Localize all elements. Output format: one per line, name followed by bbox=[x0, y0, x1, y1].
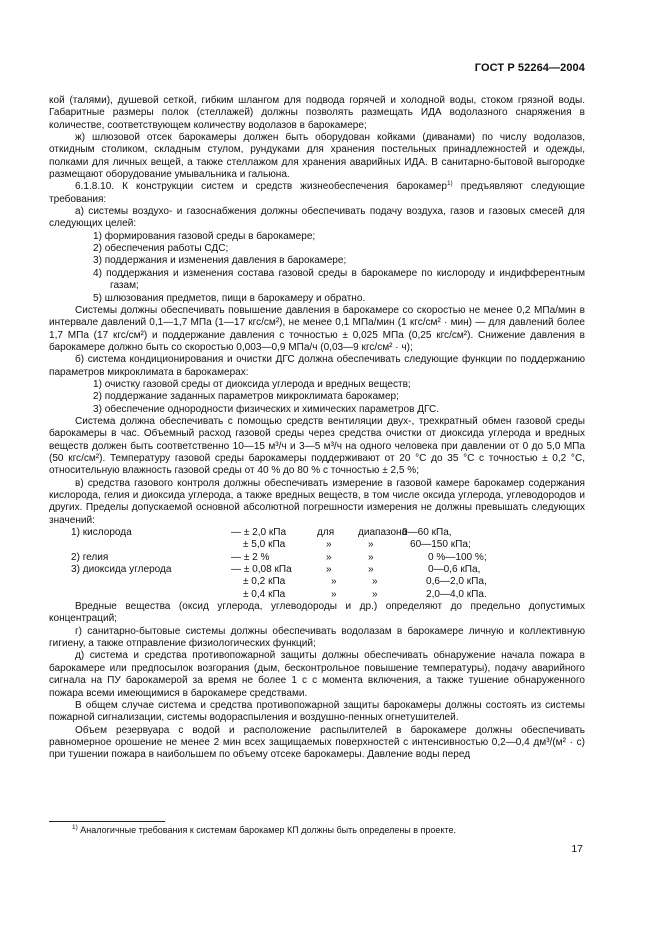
list-item: 5) шлюзования предметов, пищи в барокамеру и обратно. bbox=[93, 292, 366, 304]
paragraph: кой (талями), душевой сеткой, гибким шлангом для подвода горячей и холодной воды, стоком грязной воды. Габаритные размеры полок (стеллажей) должны позволять размещать ИДА водолазного снаряжения в количестве, соответствующем количеству водолазов в барокамере; bbox=[49, 95, 585, 131]
paragraph: Системы должны обеспечивать повышение давления в барокамере со скоростью не менее 0,2 МПа/мин в интервале давлений 0,1—1,7 МПа (1—17 кгс/см²), не менее 0,1 МПа/мин (1 кгс/см² · мин) — для давлений более 1,7 МПа (17 кгс/см²) и поддержание давления с точностью ± 0,025 МПа (0,25 кгс/см²). Снижение давления в барокамере должно быть со скоростью 0,003—0,9 МПа/ч (0,03—9 кгс/см² · ч); bbox=[49, 304, 585, 353]
paragraph: В общем случае система и средства противопожарной защиты барокамеры должны состоять из системы пожарной сигнализации, системы водораспыления и воздушно-пенных огнетушителей. bbox=[49, 699, 585, 724]
footnote-text: Аналогичные требования к системам барокамер КП должны быть определены в проекте. bbox=[80, 825, 457, 835]
paragraph: 6.1.8.10. К конструкции систем и средств жизнеобеспечения барокамер$^{1)}$ предъявляют следующие требования: bbox=[49, 180, 585, 205]
list-item: 2) обеспечения работы СДС; bbox=[93, 243, 229, 255]
footnote bbox=[72, 825, 456, 836]
paragraph: ж) шлюзовой отсек барокамеры должен быть оборудован койками (диванами) по числу водолазов, откидным столиком, складным стулом, рундуками для хранения постельных принадлежностей и одежды, полками для личных вещей, а также стеллажом для хранения аварийных ИДА. В санитарно-бытовой выгородке размещают оборудование умывальника и гальюна. bbox=[49, 132, 585, 181]
paragraph: Система должна обеспечивать с помощью средств вентиляции двух-, трехкратный обмен газовой среды барокамеры в час. Объемный расход газовой среды через средства очистки от диоксида углерода и вредных веществ должен быть соответственно 10—15 м³/ч и 3—5 м³/ч на одного человека при давлении от 0 до 5,0 МПа (50 кгс/см²). Температуру газовой среды барокамеры поддерживают от 20 °С до 35 °С с точностью ± 0,2 °С, относительную влажность газовой среды от 40 % до 80 % с точностью ± 2,5 %; bbox=[49, 415, 585, 477]
paragraph: Объем резервуара с водой и расположение распылителей в барокамере должны обеспечивать равномерное орошение не менее 2 мин всех защищаемых поверхностей с интенсивностью 0,2—0,4 дм³/(м² · с) при тушении пожара в наибольшем по объему отсеке барокамеры. Давление воды перед bbox=[49, 724, 585, 761]
list-item: 1) очистку газовой среды от диоксида углерода и вредных веществ; bbox=[93, 378, 411, 390]
page-body bbox=[49, 95, 585, 762]
footnote-reference: 1) bbox=[446, 180, 453, 188]
paragraph: а) системы воздухо- и газоснабжения должны обеспечивать подачу воздуха, газов и газовых смесей для следующих целей: bbox=[49, 206, 585, 230]
footnote-mark: 1) bbox=[72, 824, 78, 831]
paragraph: в) средства газового контроля должны обеспечивать измерение в газовой камере барокамер содержания кислорода, гелия и диоксида углерода, а также вредных веществ, в том числе оксида углерода, углеводородов и других. Пределы допускаемой основной абсолютной погрешности измерения не должны превышать следующих значений: bbox=[49, 477, 585, 526]
paragraph: б) система кондиционирования и очистки ДГС должна обеспечивать следующие функции по поддержанию параметров микроклимата в барокамерах: bbox=[49, 354, 585, 378]
measurement-row: 1) кислорода — ± 2,0 кПа для диапазона 0—60 кПа, bbox=[71, 527, 452, 539]
paragraph: д) система и средства противопожарной защиты должны обеспечивать обнаружение начала пожара в барокамере или предпосылок возгорания (дым, бесконтрольное повышение температуры), подачу аварийного сигнала на ПУ барокамерой за время не более 1 с с момента включения, а также тушение обнаруженного пожара всеми имеющимися в барокамере средствами. bbox=[49, 650, 585, 699]
measurement-table bbox=[49, 527, 585, 601]
paragraph: Вредные вещества (оксид углерода, углеводороды и др.) определяют до предельно допустимых концентраций; bbox=[49, 601, 585, 625]
paragraph: г) санитарно-бытовые системы должны обеспечивать водолазам в барокамере личную и коллективную гигиену, а также отправление физиологических функций; bbox=[49, 625, 585, 650]
list-item: 3) обеспечение однородности физических и химических параметров ДГС. bbox=[93, 403, 440, 415]
page-number: 17 bbox=[571, 843, 583, 855]
footnote-divider bbox=[49, 821, 165, 822]
measurement-row: 2) гелия — ± 2 % » » 0 %—100 %; bbox=[71, 551, 487, 563]
list-item: 4) поддержания и изменения состава газовой среды в барокамере по кислороду и индифферентным газам; bbox=[93, 267, 585, 292]
list-item: 2) поддержание заданных параметров микроклимата барокамер; bbox=[93, 391, 399, 403]
list-item: 1) формирования газовой среды в барокамере; bbox=[93, 230, 316, 242]
measurement-row: 3) диоксида углерода — ± 0,08 кПа » » 0—0,6 кПа, bbox=[71, 564, 481, 576]
measurement-row: ± 5,0 кПа » » 60—150 кПа; bbox=[243, 539, 471, 551]
list-item: 3) поддержания и изменения давления в барокамере; bbox=[93, 255, 347, 267]
measurement-row: ± 0,4 кПа » » 2,0—4,0 кПа. bbox=[243, 588, 487, 600]
measurement-row: ± 0,2 кПа » » 0,6—2,0 кПа, bbox=[243, 576, 487, 588]
document-code: ГОСТ Р 52264—2004 bbox=[474, 62, 585, 74]
